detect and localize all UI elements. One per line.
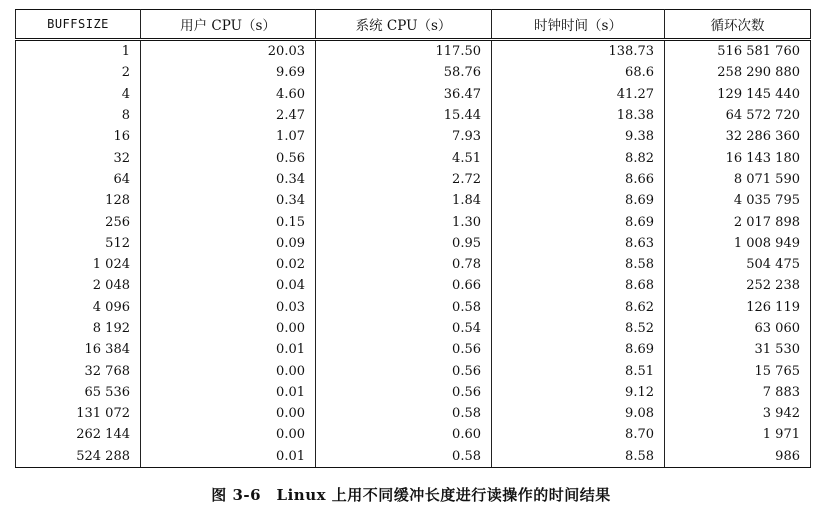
cell-system-cpu: 117.50 [316, 40, 492, 63]
table-row [16, 424, 811, 445]
cell-system-cpu: 0.60 [316, 424, 492, 445]
cell-system-cpu: 2.72 [316, 169, 492, 190]
cell-buffsize: 8 [16, 105, 141, 126]
cell-loop-count: 1 971 [665, 424, 811, 445]
cell-loop-count: 7 883 [665, 382, 811, 403]
cell-clock-time: 9.08 [492, 403, 665, 424]
cell-clock-time: 8.51 [492, 360, 665, 381]
cell-buffsize: 2 [16, 62, 141, 83]
table-row [16, 318, 811, 339]
table-row [16, 62, 811, 83]
cell-user-cpu: 2.47 [141, 105, 316, 126]
header-user-cpu: 用户 CPU（s） [141, 10, 316, 40]
table-row [16, 275, 811, 296]
cell-loop-count: 63 060 [665, 318, 811, 339]
cell-clock-time: 8.68 [492, 275, 665, 296]
table-row [16, 169, 811, 190]
cell-system-cpu: 0.56 [316, 360, 492, 381]
cell-buffsize: 262 144 [16, 424, 141, 445]
cell-user-cpu: 0.02 [141, 254, 316, 275]
cell-loop-count: 516 581 760 [665, 40, 811, 63]
cell-loop-count: 4 035 795 [665, 190, 811, 211]
cell-system-cpu: 0.95 [316, 233, 492, 254]
table-row [16, 147, 811, 168]
table-row [16, 446, 811, 468]
cell-clock-time: 8.82 [492, 147, 665, 168]
table-body [16, 40, 811, 468]
cell-loop-count: 31 530 [665, 339, 811, 360]
table-row [16, 40, 811, 63]
header-buffsize: BUFFSIZE [16, 10, 141, 40]
timing-results-table [15, 9, 811, 468]
cell-system-cpu: 15.44 [316, 105, 492, 126]
cell-loop-count: 1 008 949 [665, 233, 811, 254]
table-row [16, 190, 811, 211]
cell-clock-time: 8.69 [492, 211, 665, 232]
cell-user-cpu: 0.56 [141, 147, 316, 168]
cell-clock-time: 8.66 [492, 169, 665, 190]
cell-buffsize: 1 [16, 40, 141, 63]
cell-buffsize: 32 [16, 147, 141, 168]
cell-user-cpu: 20.03 [141, 40, 316, 63]
cell-buffsize: 131 072 [16, 403, 141, 424]
cell-loop-count: 32 286 360 [665, 126, 811, 147]
table-row [16, 403, 811, 424]
table-row [16, 233, 811, 254]
cell-system-cpu: 0.54 [316, 318, 492, 339]
cell-system-cpu: 0.78 [316, 254, 492, 275]
cell-buffsize: 64 [16, 169, 141, 190]
table-row [16, 84, 811, 105]
header-row [16, 10, 811, 40]
table-row [16, 211, 811, 232]
table-row [16, 382, 811, 403]
cell-clock-time: 138.73 [492, 40, 665, 63]
cell-user-cpu: 0.34 [141, 190, 316, 211]
cell-clock-time: 8.69 [492, 190, 665, 211]
cell-buffsize: 16 [16, 126, 141, 147]
cell-user-cpu: 9.69 [141, 62, 316, 83]
cell-user-cpu: 0.03 [141, 297, 316, 318]
cell-user-cpu: 0.00 [141, 360, 316, 381]
table-row [16, 339, 811, 360]
cell-system-cpu: 0.58 [316, 403, 492, 424]
cell-clock-time: 8.62 [492, 297, 665, 318]
cell-buffsize: 512 [16, 233, 141, 254]
cell-loop-count: 258 290 880 [665, 62, 811, 83]
cell-system-cpu: 0.56 [316, 339, 492, 360]
cell-user-cpu: 0.01 [141, 339, 316, 360]
table-row [16, 297, 811, 318]
cell-loop-count: 2 017 898 [665, 211, 811, 232]
cell-clock-time: 8.69 [492, 339, 665, 360]
cell-system-cpu: 0.56 [316, 382, 492, 403]
cell-loop-count: 15 765 [665, 360, 811, 381]
table-row [16, 254, 811, 275]
cell-user-cpu: 0.01 [141, 382, 316, 403]
cell-user-cpu: 0.00 [141, 403, 316, 424]
cell-system-cpu: 4.51 [316, 147, 492, 168]
cell-system-cpu: 0.58 [316, 446, 492, 468]
cell-system-cpu: 1.84 [316, 190, 492, 211]
cell-user-cpu: 0.00 [141, 318, 316, 339]
cell-loop-count: 126 119 [665, 297, 811, 318]
cell-buffsize: 65 536 [16, 382, 141, 403]
cell-system-cpu: 0.66 [316, 275, 492, 296]
cell-loop-count: 252 238 [665, 275, 811, 296]
cell-loop-count: 986 [665, 446, 811, 468]
header-system-cpu: 系统 CPU（s） [316, 10, 492, 40]
cell-clock-time: 9.12 [492, 382, 665, 403]
cell-buffsize: 2 048 [16, 275, 141, 296]
cell-clock-time: 8.58 [492, 254, 665, 275]
cell-loop-count: 64 572 720 [665, 105, 811, 126]
cell-buffsize: 256 [16, 211, 141, 232]
table-row [16, 360, 811, 381]
cell-clock-time: 41.27 [492, 84, 665, 105]
cell-buffsize: 1 024 [16, 254, 141, 275]
cell-user-cpu: 1.07 [141, 126, 316, 147]
cell-user-cpu: 0.00 [141, 424, 316, 445]
table-row [16, 105, 811, 126]
cell-clock-time: 8.58 [492, 446, 665, 468]
cell-clock-time: 8.70 [492, 424, 665, 445]
cell-user-cpu: 0.15 [141, 211, 316, 232]
cell-system-cpu: 7.93 [316, 126, 492, 147]
cell-loop-count: 504 475 [665, 254, 811, 275]
cell-user-cpu: 4.60 [141, 84, 316, 105]
figure-caption: 图 3-6 Linux 上用不同缓冲长度进行读操作的时间结果 [211, 486, 611, 504]
cell-buffsize: 8 192 [16, 318, 141, 339]
cell-user-cpu: 0.34 [141, 169, 316, 190]
cell-buffsize: 524 288 [16, 446, 141, 468]
cell-system-cpu: 0.58 [316, 297, 492, 318]
table-row [16, 126, 811, 147]
cell-loop-count: 16 143 180 [665, 147, 811, 168]
cell-clock-time: 9.38 [492, 126, 665, 147]
cell-buffsize: 4 096 [16, 297, 141, 318]
cell-system-cpu: 58.76 [316, 62, 492, 83]
cell-buffsize: 16 384 [16, 339, 141, 360]
cell-user-cpu: 0.01 [141, 446, 316, 468]
table-header [16, 10, 811, 40]
cell-buffsize: 128 [16, 190, 141, 211]
cell-system-cpu: 36.47 [316, 84, 492, 105]
cell-loop-count: 129 145 440 [665, 84, 811, 105]
cell-clock-time: 8.63 [492, 233, 665, 254]
cell-clock-time: 18.38 [492, 105, 665, 126]
header-clock-time: 时钟时间（s） [492, 10, 665, 40]
cell-system-cpu: 1.30 [316, 211, 492, 232]
cell-user-cpu: 0.09 [141, 233, 316, 254]
cell-loop-count: 8 071 590 [665, 169, 811, 190]
header-loop-count: 循环次数 [665, 10, 811, 40]
cell-loop-count: 3 942 [665, 403, 811, 424]
cell-buffsize: 32 768 [16, 360, 141, 381]
cell-clock-time: 68.6 [492, 62, 665, 83]
cell-clock-time: 8.52 [492, 318, 665, 339]
cell-user-cpu: 0.04 [141, 275, 316, 296]
cell-buffsize: 4 [16, 84, 141, 105]
